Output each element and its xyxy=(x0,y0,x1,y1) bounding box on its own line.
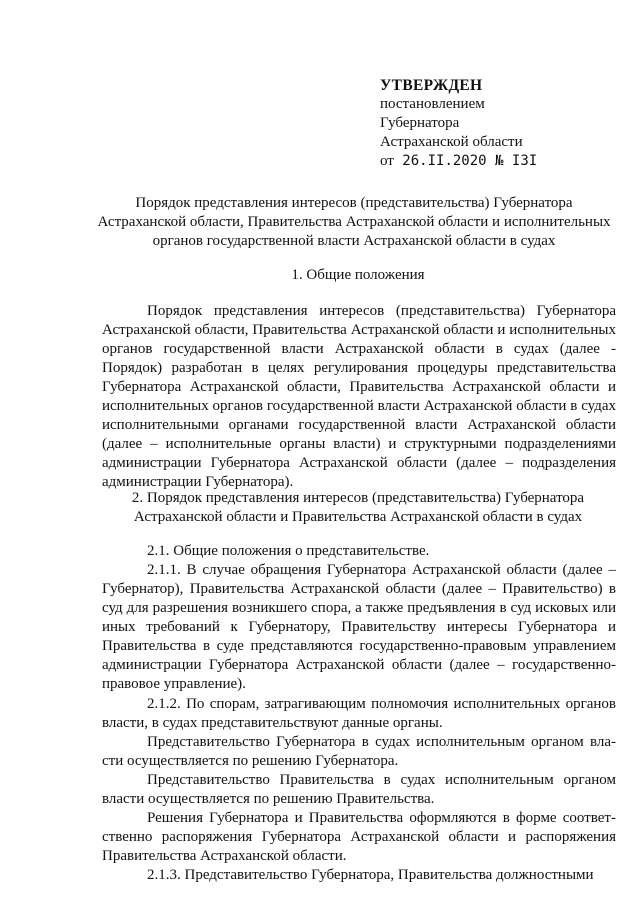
approval-stamp xyxy=(380,76,537,171)
approval-date-line xyxy=(380,152,537,171)
section-2-heading: 2. Порядок представления интересов (представительства) Губернатора Астраханской области и Правительства Астраханской области в судах xyxy=(131,490,585,525)
approval-line-1: постановлением xyxy=(380,96,485,112)
paragraph-decisions: Решения Губернатора и Правительства оформляются в форме соответственно распоряжения Губернатора Астраханской области и распоряжения Правительства Астраханской области. xyxy=(102,810,616,864)
approval-heading: УТВЕРЖДЕН xyxy=(380,77,483,94)
paragraph-governor-representation: Представительство Губернатора в судах исполнительным органом власти осуществляется по решению Губернатора. xyxy=(102,734,616,769)
document-title: Порядок представления интересов (представительства) Губернатора Астраханской области, Правительства Астраханской области и исполнительных органов государственной власти Астраханской области в судах xyxy=(97,195,611,249)
paragraph-2-1-2: 2.1.2. По спорам, затрагивающим полномочия исполнительных органов власти, в судах представительствуют данные органы. xyxy=(102,696,616,731)
paragraph-2-1: 2.1. Общие положения о представительстве. xyxy=(147,543,430,559)
section-1-paragraph: Порядок представления интересов (представительства) Губернатора Астраханской области, Правительства Астраханской области и исполнительных органов государственной власти Астраханской области в судах (далее - Порядок) разработан в целях регулирования процедуры представительства Губернатора Астраханской области, Правительства Астраханской области и исполнительных органов государственной власти Астраханской области в судах исполнительными органами государственной власти Астраханской области (далее – исполнительные органы власти) и структурными подразделениями администрации Губернатора Астраханской области (далее – подразделения администрации Губернатора). xyxy=(102,303,616,490)
approval-line-2: Губернатора xyxy=(380,115,460,131)
date-prefix: от xyxy=(380,153,394,169)
section-1-heading: 1. Общие положения xyxy=(291,267,425,283)
approval-date: 26.II.2020 xyxy=(402,153,487,169)
number-sign: № xyxy=(495,153,504,169)
approval-number: I3I xyxy=(511,153,538,169)
approval-line-3: Астраханской области xyxy=(380,134,523,150)
paragraph-2-1-1: 2.1.1. В случае обращения Губернатора Астраханской области (далее – Губернатор), Правительства Астраханской области (далее – Правительство) в суд для разрешения возникшего спора, а также предъявления в суд исковых или иных требований к Губернатору, Правительству интересы Губернатора и Правительства в суде представляются государственно-правовым управлением администрации Губернатора Астраханской области (далее – государственно-правовое управление). xyxy=(102,562,616,692)
paragraph-2-1-3: 2.1.3. Представительство Губернатора, Правительства должностными xyxy=(147,867,594,883)
paragraph-government-representation: Представительство Правительства в судах исполнительным органом власти осуществляется по решению Правительства. xyxy=(102,772,616,807)
